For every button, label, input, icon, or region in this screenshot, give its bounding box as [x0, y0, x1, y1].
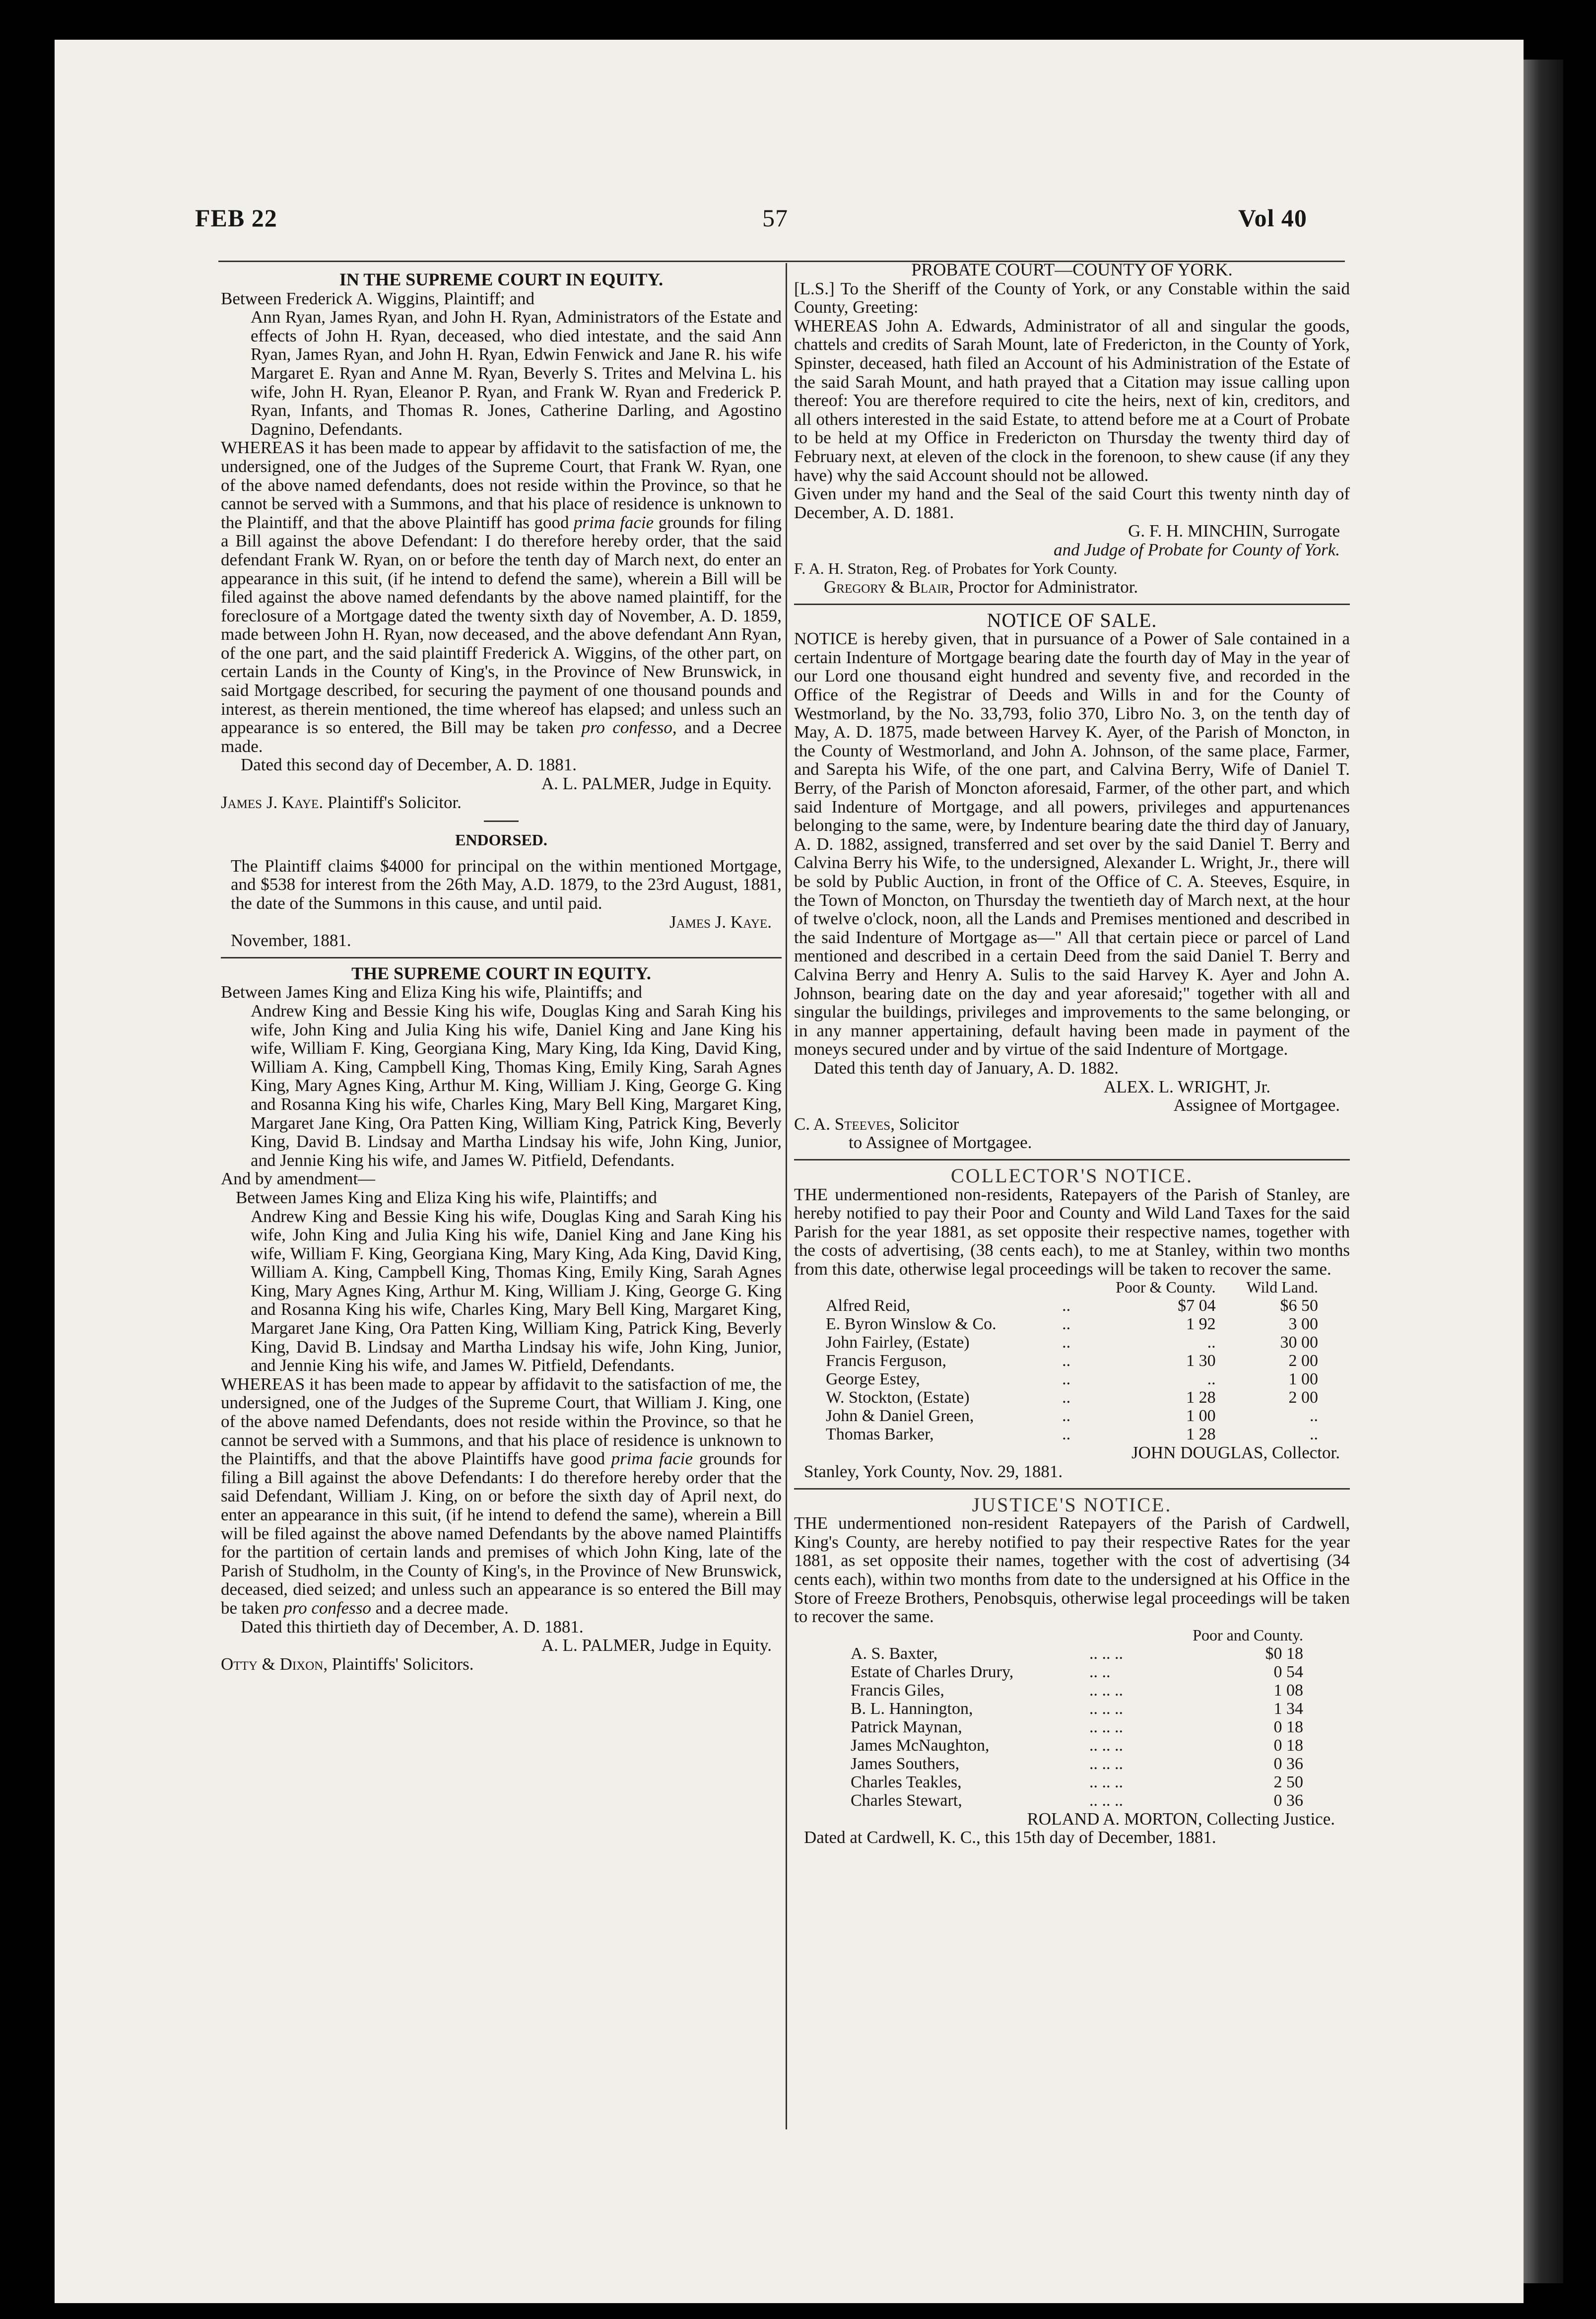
ratepayer-name: Estate of Charles Drury,: [851, 1662, 1014, 1681]
table-row: [849, 1700, 1305, 1718]
poor-county-amount: 0 36: [1273, 1791, 1303, 1810]
sale-body: NOTICE is hereby given, that in pursuance of a Power of Sale contained in a certain Indenture of Mortgage bearing date the fourth day of May in the year of our Lord one thousand eight hundred and seventy five, and recorded in the Office of the Registrar of Deeds and Wills in and for the County of Westmorland, by the No. 33,793, folio 370, Libro No. 3, on the tenth day of May, A. D. 1875, made between Harvey K. Ayer, of the Parish of Moncton, in the County of Westmorland, and John A. Johnson, of the same place, Farmer, and Sarepta his Wife, of the one part, and Calvina Berry, Wife of Daniel T. Berry, of the Parish of Moncton aforesaid, Farmer, of the other part, and which said Indenture of Mortgage, and all powers, privileges and appurtenances belonging to the same, were, by Indenture bearing date the third day of January, A. D. 1882, assigned, transferred and set over by the said Daniel T. Berry and Calvina Berry his Wife, to the undersigned, Alexander L. Wright, Jr., there will be sold by Public Auction, in front of the Office of C. A. Steeves, Esquire, in the Town of Moncton, on Thursday the twentieth day of March next, at the hour of twelve o'clock, noon, all the Lands and Premises mentioned and described in the said Indenture of Mortgage as—" All that certain piece or parcel of Land mentioned and described in a certain Deed from the said Daniel T. Berry and Calvina Berry and Henry A. Sulis to the said Harvey K. Ayer and John A. Johnson, bearing date on the day and year aforesaid;" together with all and singular the buildings, privileges and improvements to the same belonging, or in any manner appertaining, default having been made in payment of the moneys secured under and by virtue of the said Indenture of Mortgage.: [794, 629, 1350, 1059]
probate-signature-title: and Judge of Probate for County of York.: [1054, 540, 1340, 559]
probate-given: Given under my hand and the Seal of the said Court this twenty ninth day of December, A. D. 1881.: [794, 484, 1350, 522]
table-row: [849, 1718, 1305, 1736]
poor-county-amount: $0 18: [1265, 1644, 1303, 1663]
wild-land-amount: ..: [1310, 1407, 1318, 1426]
table-row: [849, 1681, 1305, 1700]
ratepayer-name: Francis Ferguson,: [826, 1352, 947, 1370]
probate-heading: PROBATE COURT—COUNTY OF YORK.: [911, 260, 1233, 279]
table-row: [824, 1407, 1320, 1425]
ratepayer-name: B. L. Hannington,: [851, 1699, 973, 1718]
equity-between-1: Between Frederick A. Wiggins, Plaintiff; and: [221, 288, 535, 308]
leader-dots: ..: [1062, 1388, 1071, 1407]
equity-signature-1: A. L. PALMER, Judge in Equity.: [541, 774, 772, 794]
sale-signature-title: Assignee of Mortgagee.: [1173, 1095, 1340, 1115]
ratepayer-name: James Southers,: [851, 1754, 960, 1773]
leader-dots: ..: [1062, 1296, 1071, 1315]
table-row: [824, 1388, 1320, 1407]
poor-county-amount: ..: [1207, 1333, 1216, 1352]
leader-dots: .. .. ..: [1089, 1681, 1124, 1700]
wild-land-amount: 1 00: [1288, 1370, 1318, 1389]
sale-dated: Dated this tenth day of January, A. D. 1882.: [814, 1058, 1119, 1078]
header-page-number: 57: [762, 204, 788, 232]
collector-table: [824, 1278, 1320, 1443]
sale-solicitor-role: to Assignee of Mortgagee.: [849, 1133, 1032, 1153]
wild-land-amount: 3 00: [1288, 1315, 1318, 1334]
ratepayer-name: Charles Teakles,: [851, 1773, 962, 1791]
short-dash: [484, 820, 519, 822]
ratepayer-name: John Fairley, (Estate): [826, 1333, 970, 1352]
ratepayer-name: Francis Giles,: [851, 1681, 944, 1700]
leader-dots: .. .. ..: [1089, 1717, 1124, 1736]
leader-dots: .. ..: [1089, 1662, 1111, 1681]
page-edge-shadow: [1524, 60, 1563, 2283]
poor-county-amount: 0 36: [1273, 1754, 1303, 1773]
equity-between-3: Between James King and Eliza King his wife, Plaintiffs; and: [236, 1187, 657, 1207]
ratepayer-name: Charles Stewart,: [851, 1791, 962, 1810]
justice-body: THE undermentioned non-resident Ratepayers of the Parish of Cardwell, King's County, are hereby notified to pay their respective Rates for the year 1881, as set opposite their names, together with the cost of advertising (34 cents each), within two months from date to the undersigned at his Office in the Store of Freeze Brothers, Penobsquis, otherwise legal proceedings will be taken to recover the same.: [794, 1513, 1350, 1627]
leader-dots: .. .. ..: [1089, 1699, 1124, 1718]
probate-body: WHEREAS John A. Edwards, Administrator of all and singular the goods, chattels and credits of Sarah Mount, late of Fredericton, in the County of York, Spinster, deceased, hath filed an Account of his Administration of the Estate of the said Sarah Mount, and hath prayed that a Citation may issue calling upon thereof: You are therefore required to cite the heirs, next of kin, creditors, and all others interested in the said Estate, to attend before me at a Court of Probate to be held at my Office in Fredericton on Thursday the twenty third day of February next, at eleven of the clock in the forenoon, to shew cause (if any they have) why the said Account should not be allowed.: [794, 316, 1350, 485]
poor-county-amount: 1 34: [1273, 1699, 1303, 1718]
table-row: [824, 1333, 1320, 1352]
equity-dated-1: Dated this second day of December, A. D. 1881.: [241, 755, 577, 775]
wild-land-amount: ..: [1310, 1425, 1318, 1444]
section-divider: [794, 1488, 1350, 1490]
poor-county-amount: 0 18: [1273, 1717, 1303, 1736]
collector-signature: JOHN DOUGLAS, Collector.: [1131, 1443, 1340, 1463]
ratepayer-name: John & Daniel Green,: [826, 1407, 974, 1426]
probate-proctor: Gregory & Blair, Proctor for Administrator.: [824, 577, 1138, 597]
poor-county-amount: 1 28: [1186, 1388, 1216, 1407]
sale-heading: NOTICE OF SALE.: [987, 609, 1157, 631]
equity-body-2: WHEREAS it has been made to appear by affidavit to the satisfaction of me, the undersigned, one of the Judges of the Supreme Court, that William J. King, one of the above named Defendants, does not reside within the Province, so that he cannot be served with a Summons, and that his place of residence is unknown to the Plaintiffs, and that the above Plaintiffs have good prima facie grounds for filing a Bill against the above Defendants: I do therefore hereby order that the said Defendant, William J. King, on or before the sixth day of April next, do enter an appearance in this suit, (if he intend to defend the same), wherein a Bill will be filed against the above named Defendants by the above named Plaintiffs for the partition of certain lands and premises of which John King, late of the Parish of Studholm, in the County of King's, in the Province of New Brunswick, deceased, died seized; and unless such an appearance is so entered the Bill may be taken pro confesso and a decree made.: [221, 1374, 782, 1618]
leader-dots: .. .. ..: [1089, 1754, 1124, 1773]
ratepayer-name: Thomas Barker,: [826, 1425, 934, 1444]
wild-land-amount: 30 00: [1280, 1333, 1318, 1352]
poor-county-amount: 1 00: [1186, 1407, 1216, 1426]
header-date: FEB 22: [195, 204, 277, 232]
wild-land-amount: $6 50: [1280, 1296, 1318, 1315]
right-column: [794, 261, 1350, 1847]
table-row: [849, 1663, 1305, 1681]
table-row: [824, 1352, 1320, 1370]
equity-between-2: Between James King and Eliza King his wife, Plaintiffs; and: [221, 982, 642, 1002]
equity-parties-2: Andrew King and Bessie King his wife, Douglas King and Sarah King his wife, John King and Julia King his wife, Daniel King and Jane King his wife, William F. King, Georgiana King, Mary King, Ida King, David King, William A. King, Campbell King, Thomas King, Emily King, Sarah Agnes King, Mary Agnes King, Arthur M. King, William J. King, George G. King and Rosanna King his wife, Charles King, Mary Bell King, Margaret King, Margaret Jane King, Ora Patten King, William King, Patrick King, Beverly King, David B. Lindsay and Martha Lindsay his wife, John King, Junior, and Jennie King his wife, and James W. Pitfield, Defendants.: [251, 1001, 782, 1170]
equity-body-1: WHEREAS it has been made to appear by affidavit to the satisfaction of me, the undersigned, one of the Judges of the Supreme Court, that Frank W. Ryan, one of the above named defendants, does not reside within the Province, so that he cannot be served with a Summons, and that his place of residence is unknown to the Plaintiff, and that the above Plaintiff has good prima facie grounds for filing a Bill against the above Defendant: I do therefore hereby order, that the said defendant Frank W. Ryan, on or before the tenth day of March next, do enter an appearance in this suit, (if he intend to defend the same), wherein a Bill will be filed against the above named defendants by the above named plaintiff, for the foreclosure of a Mortgage dated the twenty sixth day of November, A. D. 1859, made between John H. Ryan, now deceased, and the above defendant Ann Ryan, of the one part, and the said plaintiff Frederick A. Wiggins, of the other part, on certain Lands in the County of King's, in the Province of New Brunswick, in said Mortgage described, for securing the payment of one thousand pounds and interest, as therein mentioned, the time whereof has elapsed; and unless such an appearance is so entered, the Bill may be taken pro confesso, and a Decree made.: [221, 438, 782, 756]
ratepayer-name: E. Byron Winslow & Co.: [826, 1315, 997, 1334]
leader-dots: ..: [1062, 1352, 1071, 1370]
endorsed-claim: The Plaintiff claims $4000 for principal on the within mentioned Mortgage, and $538 for interest from the 26th May, A.D. 1879, to the 23rd August, 1881, the date of the Summons in this cause, and until paid.: [231, 856, 782, 913]
leader-dots: .. .. ..: [1089, 1773, 1124, 1791]
endorsed-heading: ENDORSED.: [455, 831, 547, 849]
wild-land-amount: 2 00: [1288, 1352, 1318, 1370]
leader-dots: ..: [1062, 1333, 1071, 1352]
leader-dots: .. .. ..: [1089, 1736, 1124, 1755]
poor-county-amount: 1 08: [1273, 1681, 1303, 1700]
table-row: [849, 1755, 1305, 1773]
collector-heading: COLLECTOR'S NOTICE.: [951, 1164, 1193, 1187]
table-row: [849, 1773, 1305, 1791]
poor-county-amount: 1 30: [1186, 1352, 1216, 1370]
justice-col-poor-county: Poor and County.: [1193, 1626, 1303, 1644]
poor-county-amount: 0 18: [1273, 1736, 1303, 1755]
poor-county-amount: 2 50: [1273, 1773, 1303, 1791]
table-row: [849, 1736, 1305, 1755]
ratepayer-name: James McNaughton,: [851, 1736, 990, 1755]
equity-solicitor-2: Otty & Dixon, Plaintiffs' Solicitors.: [221, 1654, 474, 1674]
left-column: [221, 271, 782, 1673]
justice-table: [849, 1626, 1305, 1810]
equity-heading-2: THE SUPREME COURT IN EQUITY.: [351, 963, 651, 983]
probate-signature: G. F. H. MINCHIN, Surrogate: [1128, 521, 1340, 541]
endorsed-date: November, 1881.: [231, 931, 351, 951]
collector-col-wild-land: Wild Land.: [1246, 1278, 1318, 1296]
equity-amendment: And by amendment—: [221, 1169, 376, 1189]
equity-heading-1: IN THE SUPREME COURT IN EQUITY.: [339, 270, 664, 289]
leader-dots: ..: [1062, 1370, 1071, 1389]
column-rule: [786, 263, 787, 2129]
section-divider: [794, 604, 1350, 605]
table-row: [824, 1370, 1320, 1388]
collector-col-poor-county: Poor & County.: [1116, 1278, 1216, 1296]
justice-dateline: Dated at Cardwell, K. C., this 15th day of December, 1881.: [804, 1828, 1216, 1847]
wild-land-amount: 2 00: [1288, 1388, 1318, 1407]
header-volume: Vol 40: [1238, 204, 1307, 232]
justice-signature: ROLAND A. MORTON, Collecting Justice.: [1027, 1809, 1335, 1829]
leader-dots: ..: [1062, 1315, 1071, 1334]
endorsed-signature: James J. Kaye.: [669, 912, 772, 932]
section-divider: [794, 1159, 1350, 1160]
poor-county-amount: 0 54: [1273, 1662, 1303, 1681]
equity-parties-1: Ann Ryan, James Ryan, and John H. Ryan, Administrators of the Estate and effects of John H. Ryan, deceased, who died intestate, and the said Ann Ryan, James Ryan, and John H. Ryan, Edwin Fenwick and Jane R. his wife Margaret E. Ryan and Anne M. Ryan, Beverly S. Trites and Melvina L. his wife, John H. Ryan, Eleanor P. Ryan, and Frank W. Ryan and Frederick P. Ryan, Infants, and Thomas R. Jones, Catherine Darling, and Agostino Dagnino, Defendants.: [251, 307, 782, 439]
table-row: [824, 1315, 1320, 1333]
sale-solicitor: C. A. Steeves, Solicitor: [794, 1114, 959, 1134]
table-row: [849, 1644, 1305, 1663]
probate-address: [L.S.] To the Sheriff of the County of York, or any Constable within the said County, Greeting:: [794, 278, 1350, 317]
leader-dots: .. .. ..: [1089, 1791, 1124, 1810]
equity-signature-2: A. L. PALMER, Judge in Equity.: [541, 1636, 772, 1655]
leader-dots: .. .. ..: [1089, 1644, 1124, 1663]
equity-parties-3: Andrew King and Bessie King his wife, Douglas King and Sarah King his wife, John King and Julia King his wife, Daniel King and Jane King his wife, William F. King, Georgiana King, Mary King, Ada King, David King, William A. King, Campbell King, Thomas King, Emily King, Sarah Agnes King, Mary Agnes King, Arthur M. King, William J. King, George G. King and Rosanna King his wife, Charles King, Mary Bell King, Margaret King, Margaret Jane King, Ora Patten King, William King, Patrick King, Beverly King, David B. Lindsay and Martha Lindsay his wife, John King, Junior, and Jennie King his wife, and James W. Pitfield, Defendants.: [251, 1206, 782, 1375]
ratepayer-name: Alfred Reid,: [826, 1296, 910, 1315]
poor-county-amount: $7 04: [1178, 1296, 1216, 1315]
equity-solicitor-1: James J. Kaye. Plaintiff's Solicitor.: [221, 792, 462, 812]
poor-county-amount: 1 92: [1186, 1315, 1216, 1334]
ratepayer-name: Patrick Maynan,: [851, 1717, 962, 1736]
ratepayer-name: W. Stockton, (Estate): [826, 1388, 970, 1407]
sale-signature: ALEX. L. WRIGHT, Jr.: [1103, 1077, 1270, 1096]
equity-dated-2: Dated this thirtieth day of December, A. D. 1881.: [241, 1617, 584, 1637]
collector-dateline: Stanley, York County, Nov. 29, 1881.: [804, 1462, 1063, 1482]
collector-body: THE undermentioned non-residents, Ratepayers of the Parish of Stanley, are hereby notified to pay their Poor and County and Wild Land Taxes for the said Parish for the year 1881, as set opposite their respective names, together with the costs of advertising, (38 cents each), to me at Stanley, within two months from this date, otherwise legal proceedings will be taken to recover the same.: [794, 1184, 1350, 1279]
table-row: [824, 1425, 1320, 1443]
table-row: [824, 1296, 1320, 1315]
justice-heading: JUSTICE'S NOTICE.: [972, 1493, 1172, 1516]
ratepayer-name: A. S. Baxter,: [851, 1644, 938, 1663]
table-row: [849, 1791, 1305, 1810]
leader-dots: ..: [1062, 1407, 1071, 1426]
probate-registrar: F. A. H. Straton, Reg. of Probates for York County.: [794, 559, 1118, 577]
section-divider: [221, 957, 782, 958]
poor-county-amount: 1 28: [1186, 1425, 1216, 1444]
poor-county-amount: ..: [1207, 1370, 1216, 1389]
leader-dots: ..: [1062, 1425, 1071, 1444]
ratepayer-name: George Estey,: [826, 1370, 920, 1389]
